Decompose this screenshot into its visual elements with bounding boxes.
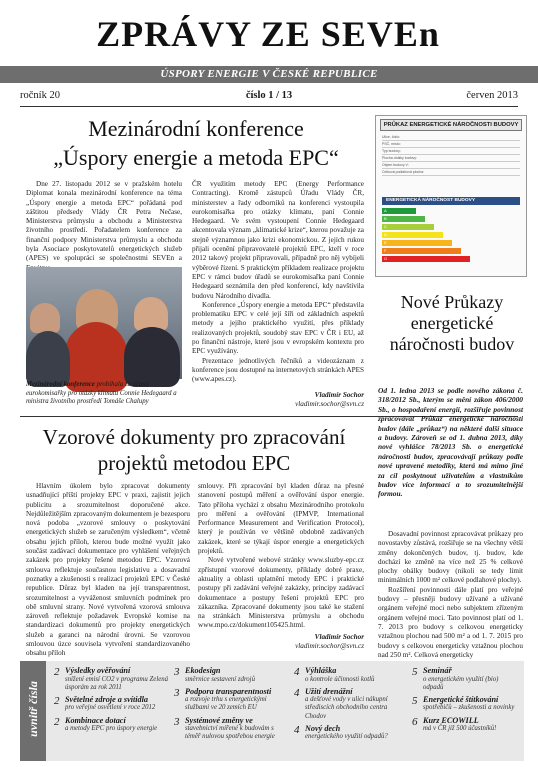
conference-photo (26, 267, 182, 379)
contents-subtitle: a rozvoje trhu s energetickými službami ve 20 zemích EU (185, 696, 267, 712)
article1-column2 (192, 180, 364, 412)
article2-paragraph: smlouvy. Při zpracování byl kladen důraz na přesné stanovení postupů měření a ověřování úspor energie. Tato příloha vychází z obsahu Mezinárodního protokolu pro měření a ověřování (IPMVP, International Performance Measurement and Verification Protocol), který je používán ve většině obdobně zadávaných zakázek, které se týkají úspor energie a energetických projektů. (198, 482, 364, 556)
contents-box (20, 661, 524, 761)
contents-item[interactable] (412, 695, 520, 713)
caption-bold: Mezinárodní konference (26, 381, 95, 388)
article1-column1 (26, 180, 182, 266)
contents-subtitle: o energetickém využití (bio) odpadů (423, 675, 499, 691)
contents-page-number: 6 (412, 715, 418, 728)
certificate-field: Celková podlahová plocha: (382, 169, 520, 176)
issue-number: číslo 1 / 13 (245, 90, 293, 101)
contents-title: Ekodesign (185, 666, 221, 675)
contents-page-number: 4 (294, 686, 300, 699)
contents-page-number: 3 (174, 666, 180, 678)
article2-email[interactable]: vladimir.sochor@svn.cz (295, 642, 364, 651)
article3-paragraph: Dosavadní povinnost zpracovávat průkazy pro novostavby zůstává, rozšiřuje se na všechny větší změny dokončených budov, tj. budov, kde dochází ke změně na více než 25 % celkové plochy obálky budovy (nikoli se tedy limit minimálních 1000 m² celkové podlahové plochy). (378, 530, 523, 585)
contents-subtitle: o kontrole účinnosti kotlů (305, 675, 375, 683)
masthead-title: ZPRÁVY ZE SEVEn (96, 14, 440, 54)
contents-title: Užití drenážní (305, 686, 353, 696)
rating-band-c: C (382, 224, 434, 230)
contents-item[interactable] (54, 666, 170, 692)
contents-item[interactable] (174, 716, 290, 742)
contents-item[interactable] (174, 666, 290, 684)
article2-column1 (26, 482, 190, 658)
issue-date: červen 2013 (466, 90, 518, 101)
rating-band-e: E (382, 240, 452, 246)
contents-page-number: 4 (294, 666, 300, 678)
contents-title: Podpora transparentnosti (185, 686, 272, 696)
contents-page-number: 3 (174, 686, 180, 699)
contents-label: uvnitř čísla (26, 681, 40, 737)
article2-headline-line2: projektů metodou EPC (97, 451, 291, 475)
contents-item[interactable] (294, 687, 410, 721)
certificate-field: Plocha obálky budovy: (382, 155, 520, 162)
contents-page-number: 2 (54, 666, 60, 678)
article3-headline: Nové Průkazy energetické náročnosti budov (389, 292, 515, 354)
article2-paragraph: Nové vytvořené webové stránky www.sluzby-epc.cz zpřístupní vzorové dokumenty, příklady dobré praxe, aktuality a oblasti uplatnění metody EPC i praktické postupy při zadávání veřejné zakázky, principy zadávací dokumentace a postupy řešení projektů EPC pro zákazníka. Zpracované dokumenty jsou také ke stažení na stránkách Ministerstva průmyslu a obchodu www.mpo.cz/dokument105425.html. (198, 556, 364, 630)
contents-title: Nový dech (305, 723, 341, 733)
rating-band-g: G (382, 256, 470, 262)
article3-body (378, 530, 523, 669)
volume-label: ročník 20 (20, 90, 60, 101)
certificate-rating-bar: ENERGETICKÁ NÁROČNOST BUDOVY (382, 197, 520, 205)
article2-author: Vladimír Sochor (314, 632, 364, 641)
article3-lead (378, 386, 523, 499)
contents-column (54, 666, 170, 736)
article1-email[interactable]: vladimir.sochor@svn.cz (295, 399, 364, 408)
article2-paragraph: Hlavním úkolem bylo zpracovat dokumenty usnadňující příští projekty EPC v praxi, zajistit jejich publicitu a srozumitelnost doporučené akce. Nejdůležitějším zpracovaným dokumentem je bezesporu nová podoba „vzorové smlouvy o poskytování energetických služeb se zaručeným výsledkem“, včetně obsahu jejích příloh, kterou bude možné využít jako součást zadávací dokumentace pro vyhlášení veřejných zakázek pro projekty řešené metodou EPC. Vzorová smlouva reflektuje současnou legislativu a dosavadní poznatky a zkušenosti s realizací projektů EPC v České republice. Důraz byl kladen na její transparentnost, srozumitelnost a vyváženost smluvních podmínek pro obě smluvní strany. Nové vytvořená vzorová smlouva zároveň reflektuje požadavek Evropské komise na standardizaci dokumentů pro projekty energetických služeb a garanci na národní úrovni. Se vzorovou smlouvou úzce souvisela vytvoření standardizovaného obsahu příloh (26, 482, 190, 658)
contents-subtitle: pro veřejné osvětlení v roce 2012 (65, 704, 156, 712)
article2-column2 (198, 482, 364, 654)
contents-column (294, 666, 410, 745)
contents-item[interactable] (54, 716, 170, 734)
contents-page-number: 5 (412, 694, 418, 707)
contents-subtitle: energetického využití odpadů? (305, 733, 388, 741)
article3-lead-text: Od 1. ledna 2013 se podle nového zákona č. 318/2012 Sb., kterým se mění zákon 406/2000 Sb., o hospodaření energií, rozšiřuje povinnost zpracovávat Průkaz energetické náročnosti budov (dále „průkaz“) na některé další situace a budovy. Zároveň se od 1. dubna 2013, díky nové vyhlášce 78/2013 Sb. o energetické náročnosti budov, zpracovávají průkazy podle nové upravené metodiky, která má mimo jiné za cíl poskytnout uživatelům a vlastníkům budov více informací a to srozumitelnější formou. (378, 386, 523, 499)
contents-subtitle: směrnice sestavení zdrojů (185, 675, 255, 683)
contents-title: Kurz ECOWILL (423, 715, 479, 725)
contents-title: Energetické štítkování (423, 694, 499, 704)
rating-band-a: A (382, 208, 416, 214)
contents-subtitle: stavebnictví mířené k budovám s téměř nulovou spotřebou energie (185, 725, 275, 741)
contents-title: Systémové změny ve (185, 715, 253, 725)
contents-subtitle: snížení emisí CO2 v programu Zelená úsporám za rok 2011 (65, 675, 169, 691)
article1-paragraph: Konference „Úspory energie a metoda EPC“ představila problematiku EPC v celé její šíři od základních aspektů metody a jejího praktického využití, přes příklady realizovaných projektů, soudobý stav EPC v ČR i EU, až po finanční nástroje, které jsou v evropském kontextu pro EPC využívány. (192, 300, 364, 356)
contents-column (412, 666, 520, 736)
article2-headline-line1: Vzorové dokumenty pro zpracování (42, 425, 346, 449)
header-rule (20, 106, 518, 107)
contents-page-number: 5 (412, 666, 418, 678)
contents-tab (20, 661, 46, 761)
certificate-field: Typ budovy: (382, 148, 520, 155)
contents-item[interactable] (412, 666, 520, 692)
contents-page-number: 3 (174, 715, 180, 728)
energy-certificate-image (375, 115, 527, 277)
contents-item[interactable] (294, 666, 410, 684)
contents-subtitle: má v ČR již 500 účastníků! (423, 725, 497, 733)
article1-author: Vladimír Sochor (314, 390, 364, 399)
contents-subtitle: a metody EPC pro úspory energie (65, 725, 158, 733)
contents-item[interactable] (174, 687, 290, 713)
contents-title: Světelné zdroje a svítidla (65, 694, 149, 704)
contents-item[interactable] (54, 695, 170, 713)
article1-paragraph: ČR využitím metody EPC (Energy Performance Contracting). Kromě zástupců Úřadu Vlády ČR, ministerstev a řady odborníků na konferenci vystoupila eurokomisařka pro otázky klimatu, paní Connie Hedegaard. Ve svém vystoupení Connie Hedegaard akcentovala význam „klimatické krize“, kterou považuje za stejně významnou jako krizi ekonomickou. Z jejích rukou přijali ocenění připravovatelé projektů EPC, kteří v roce 2012 takový projekt připravovali, případně pro něj vybíjeli výběrové řízení. S praktickým příkladem realizace projektu EPC v rámci budov úřadů se eurokomisařka paní Connie Hedegaard seznámila den před konferencí, kdy navštívila budovu Národního divadla. (192, 180, 364, 300)
contents-page-number: 2 (54, 715, 60, 728)
contents-title: Výsledky ověřování (65, 666, 131, 675)
certificate-fields (382, 134, 520, 176)
article3-paragraph: Rozšíření povinnosti dále platí pro veřejné budovy – přesněji budovy užívané a užívané orgánem veřejné moci nebo subjektem zřízeným orgánem veřejné moci. Tato povinnost platí od 1. 7. 2013 pro budovy s celkovou energeticky vztažnou plochou nad 500 m² a od 1. 7. 2015 pro budovy s celkovou energeticky vztažnou plochou nad 250 m². Celková energeticky (378, 585, 523, 659)
contents-item[interactable] (294, 724, 410, 742)
masthead-tagline: ÚSPORY ENERGIE V ČESKÉ REPUBLICE (0, 66, 538, 83)
contents-title: Výhláška (305, 666, 337, 675)
contents-page-number: 4 (294, 723, 300, 736)
photo-caption (26, 381, 184, 407)
article1-headline-line2: „Úspory energie a metoda EPC“ (53, 145, 339, 170)
rating-band-d: D (382, 232, 443, 238)
contents-subtitle: spotřebičů – zkušenosti a novinky (423, 704, 515, 712)
certificate-field: Ulice, číslo: (382, 134, 520, 141)
contents-item[interactable] (412, 716, 520, 734)
certificate-field: PSČ, místo: (382, 141, 520, 148)
contents-column (174, 666, 290, 745)
contents-title: Kombinace dotací (65, 715, 126, 725)
certificate-rating-scale (382, 208, 520, 268)
article1-headline-line1: Mezinárodní konference (88, 116, 304, 141)
contents-title: Seminář (423, 666, 452, 675)
contents-subtitle: a dešťové vody v ulici nákupní střediscích obchodního centra Chodov (305, 696, 388, 720)
article1-paragraph: Prezentace jednotlivých řečníků a videozáznam z konference jsou dostupné na internetových stránkách APES (www.apes.cz). (192, 356, 364, 384)
issue-info (20, 90, 518, 104)
caption-text: probíhala za účasti eurokomisařky pro otázky klimatu Connie Hedegaard a ministra životního prostředí Tomáše Chalupy (26, 381, 177, 406)
article1-paragraph: Dne 27. listopadu 2012 se v pražském hotelu Diplomat konala mezinárodní konference na téma „Úspory energie a metoda EPC“ pořádaná pod záštitou předsedy Vlády ČR Petra Nečase, Ministerstva průmyslu a obchodu a Ministerstva životního prostředí. Pořadatelem konference za finanční podpory Ministerstva průmyslu a obchodu byla Asociace poskytovatelů energetických služeb (APES) ve spolupráci se společnostmi SEVEn a (26, 180, 182, 263)
contents-page-number: 2 (54, 694, 60, 707)
certificate-field: Objem budovy V: (382, 162, 520, 169)
rating-band-f: F (382, 248, 461, 254)
rating-band-b: B (382, 216, 425, 222)
certificate-title: PRŮKAZ ENERGETICKÉ NÁROČNOSTI BUDOVY (380, 119, 522, 131)
